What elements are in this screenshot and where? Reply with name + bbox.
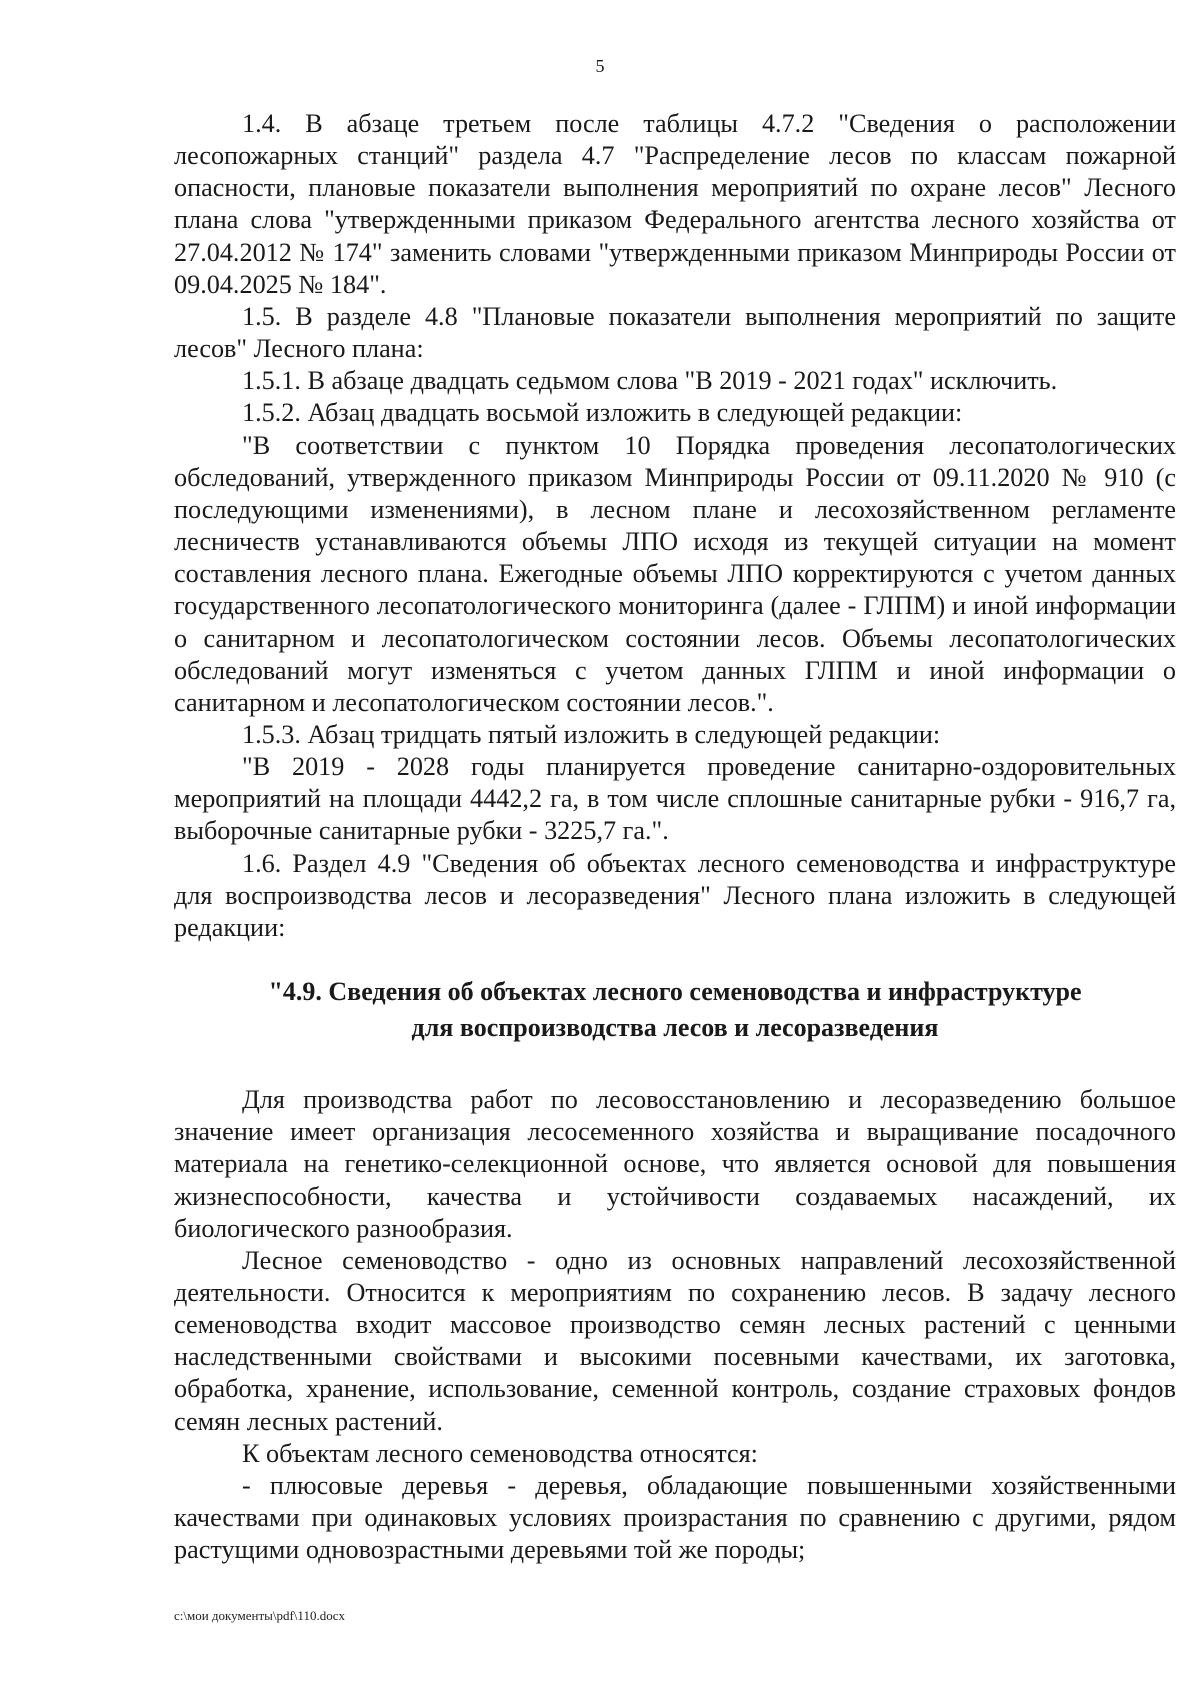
page-number: 5 [595,56,605,76]
paragraph-quote-sanitary: "В 2019 - 2028 годы планируется проведение санитарно-оздоровительных мероприятий на площади 4442,2 га, в том числе сплошные санитарные рубки - 916,7 га, выборочные санитарные рубки - 3225,7 га.". [174,752,1176,846]
paragraph-1-5: 1.5. В разделе 4.8 "Плановые показатели выполнения мероприятий по защите лесов" Лесного плана: [174,301,1176,364]
list-item-plus-trees: - плюсовые деревья - деревья, обладающие повышенными хозяйственными качествами при одинаковых условиях произрастания по сравнению с другими, рядом растущими одновозрастными деревьями той же породы; [174,1470,1176,1565]
paragraph-objects-list-intro: К объектам лесного семеноводства относятся: [242,1438,758,1468]
paragraph-intro: Для производства работ по лесовосстановлению и лесоразведению большое значение имеет организация лесосеменного хозяйства и выращивание посадочного материала на генетико-селекционной основе, что является основой для повышения жизнеспособности, качества и устойчивости создаваемых насаждений, их биологического разнообразия. [174,1085,1176,1243]
paragraph-1-5-2: 1.5.2. Абзац двадцать восьмой изложить в следующей редакции: [242,398,963,428]
paragraph-1-5-3: 1.5.3. Абзац тридцать пятый изложить в следующей редакции: [242,719,941,749]
document-body [174,108,1176,1566]
section-heading-line-1: "4.9. Сведения об объектах лесного семеноводства и инфраструктуре [268,977,1082,1007]
paragraph-quote-lpo: "В соответствии с пунктом 10 Порядка проведения лесопатологических обследований, утвержденного приказом Минприроды России от 09.11.2020 № 910 (с последующими изменениями), в лесном плане и лесохозяйственном регламенте лесничеств устанавливаются объемы ЛПО исходя из текущей ситуации на момент составления лесного плана. Ежегодные объемы ЛПО корректируются с учетом данных государственного лесопатологического мониторинга (далее - ГЛПМ) и иной информации о санитарном и лесопатологическом состоянии лесов. Объемы лесопатологических обследований могут изменяться с учетом данных ГЛПМ и иной информации о санитарном и лесопатологическом состоянии лесов.". [174,430,1176,717]
paragraph-1-4: 1.4. В абзаце третьем после таблицы 4.7.2 "Сведения о расположении лесопожарных станций" раздела 4.7 "Распределение лесов по классам пожарной опасности, плановые показатели выполнения мероприятий по охране лесов" Лесного плана слова "утвержденными приказом Федерального агентства лесного хозяйства от 27.04.2012 № 174" заменить словами "утвержденными приказом Минприроды России от 09.04.2025 № 184". [174,109,1176,299]
paragraph-seed-breeding: Лесное семеноводство - одно из основных направлений лесохозяйственной деятельности. Относится к мероприятиям по сохранению лесов. В задачу лесного семеноводства входит массовое производство семян лесных растений с ценными наследственными свойствами и высокими посевными качествами, их заготовка, обработка, хранение, использование, семенной контроль, создание страховых фондов семян лесных растений. [174,1245,1176,1436]
paragraph-1-5-1: 1.5.1. В абзаце двадцать седьмом слова "В 2019 - 2021 годах" исключить. [242,366,1058,396]
section-heading [174,974,1176,1046]
section-heading-line-2: для воспроизводства лесов и лесоразведения [411,1013,939,1043]
footer-file-path: c:\мои документы\pdf\110.docx [174,1608,345,1623]
paragraph-1-6: 1.6. Раздел 4.9 "Сведения об объектах лесного семеноводства и инфраструктуре для воспроизводства лесов и лесоразведения" Лесного плана изложить в следующей редакции: [174,848,1176,942]
